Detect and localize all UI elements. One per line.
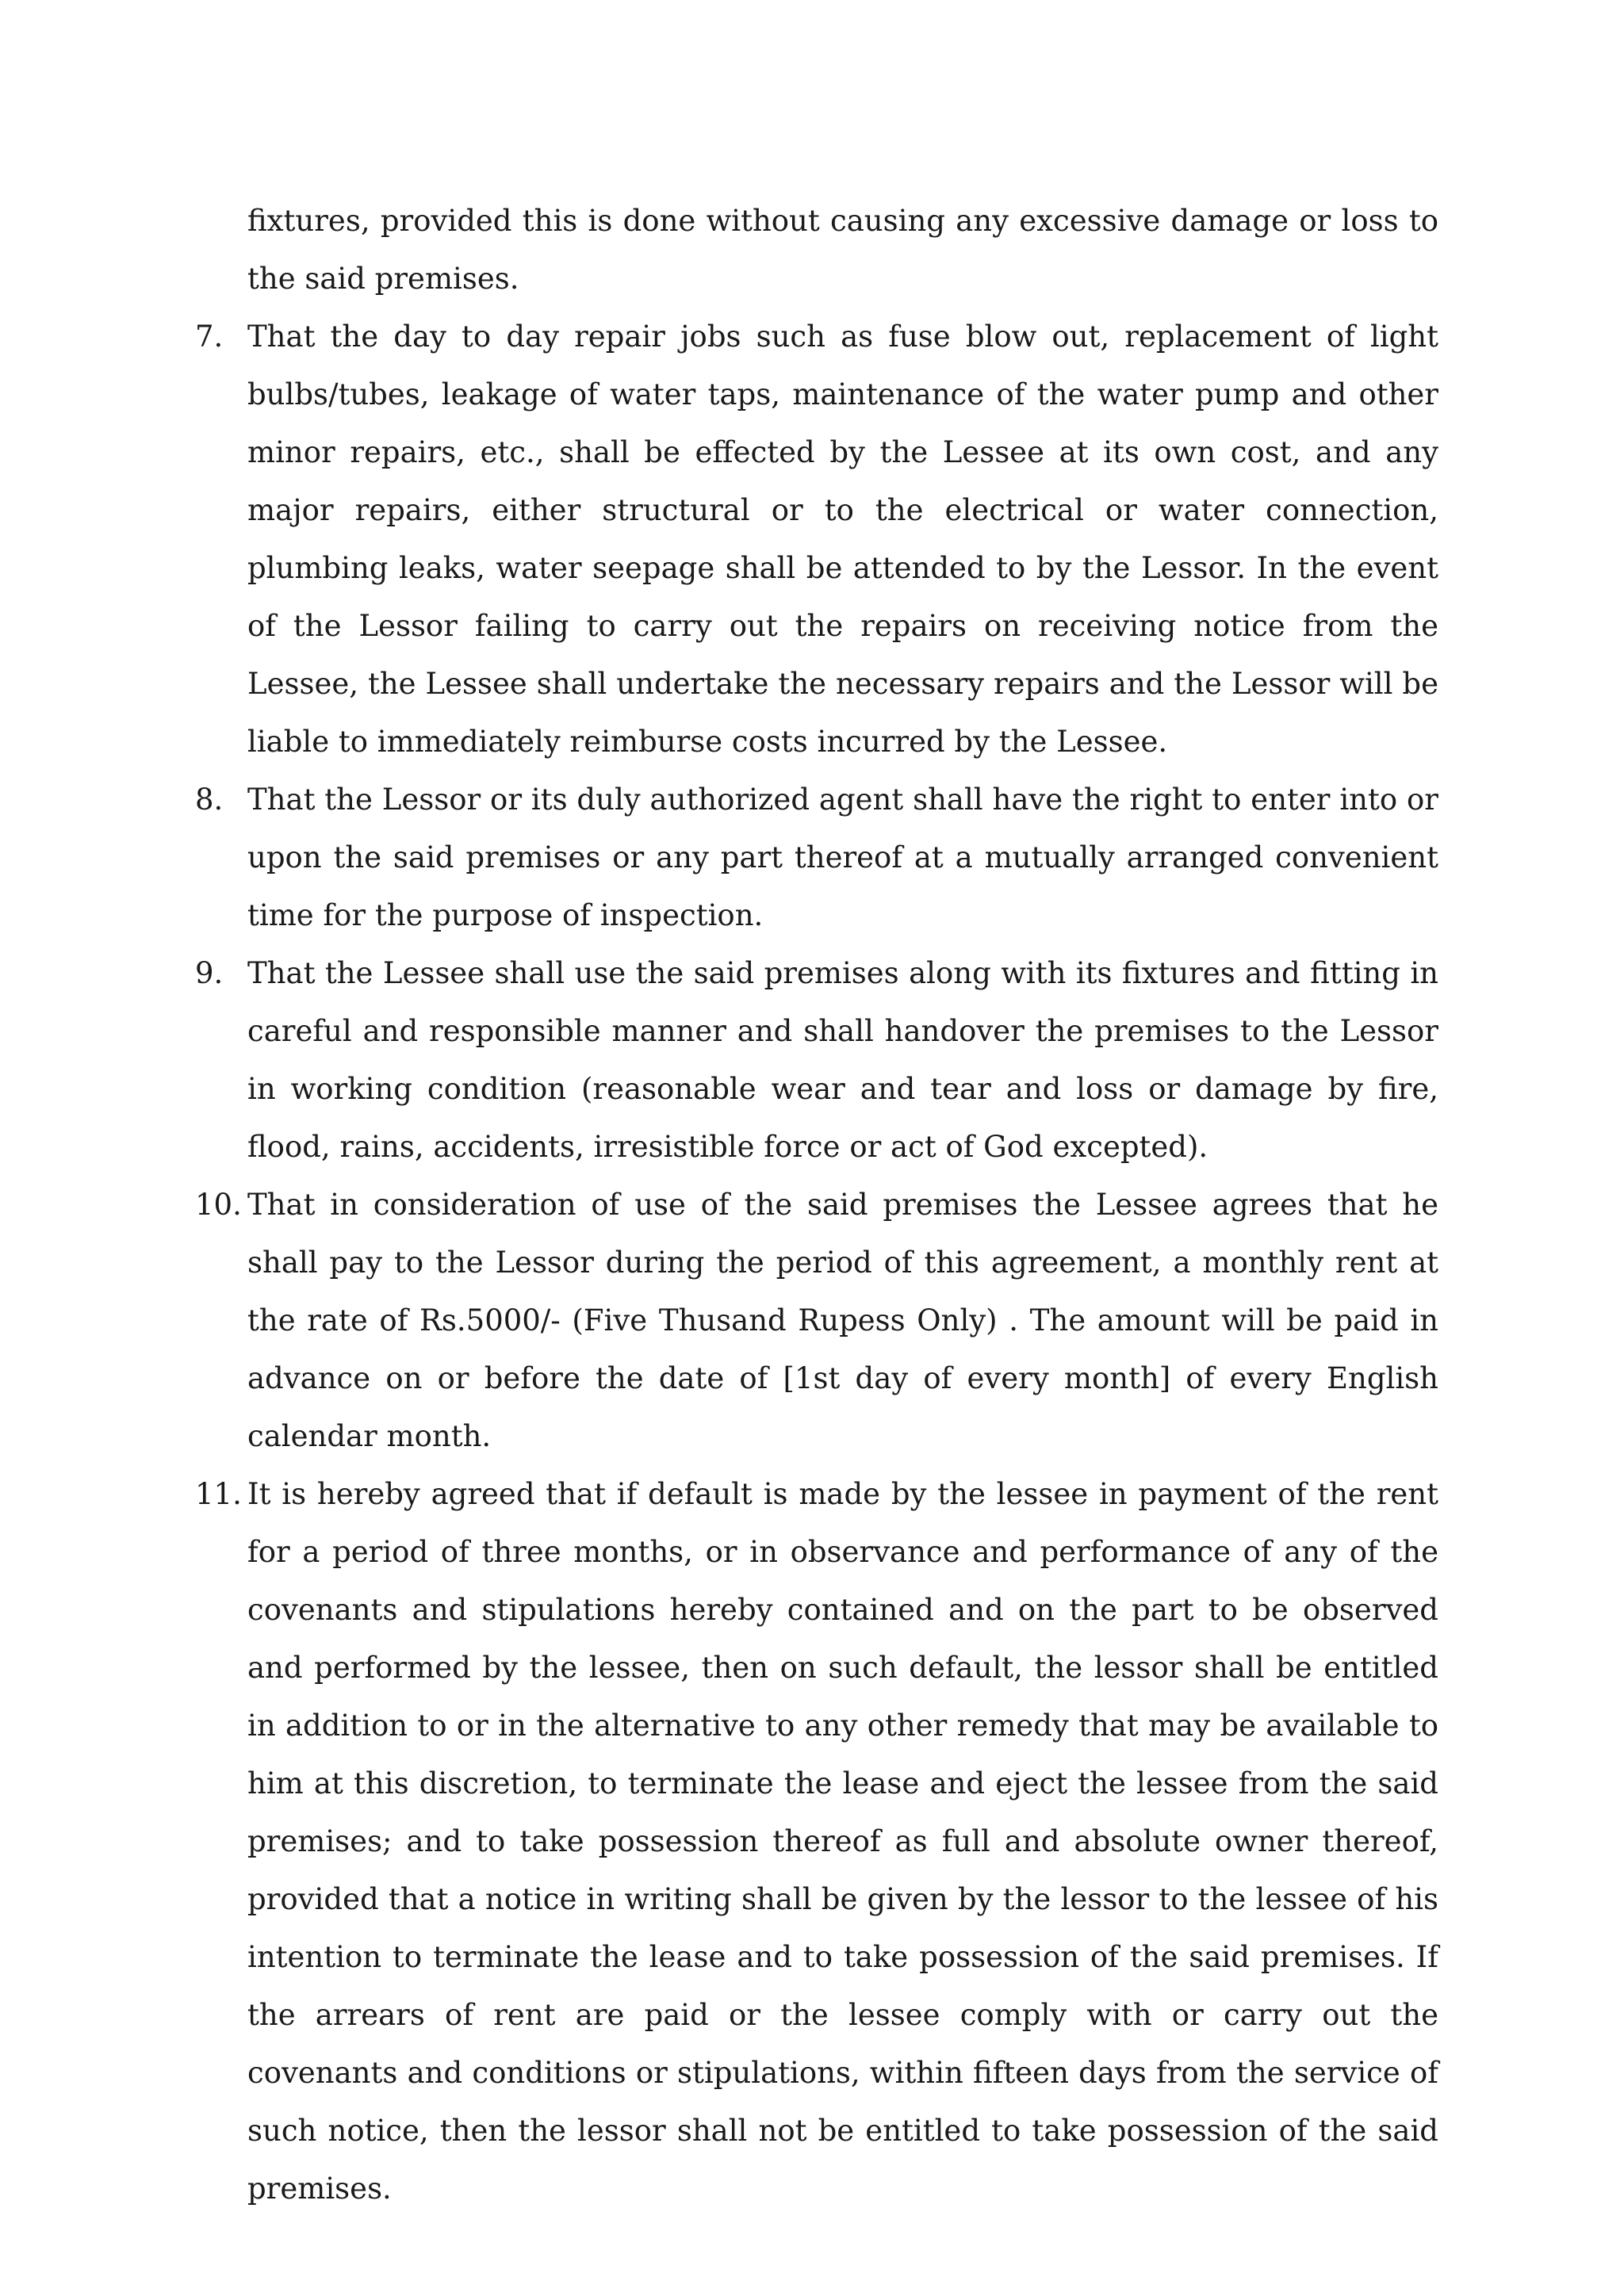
clause-10 (195, 1176, 1438, 1465)
clause-number: 9. (195, 956, 224, 990)
clause-number: 10. (195, 1188, 242, 1222)
clause-text: It is hereby agreed that if default is made by the lessee in payment of the rent for a period of three months, or in observance and performance of any of the covenants and stipulations hereby contained and on the part to be observed and performed by the lessee, then on such default, the lessor shall be entitled in addition to or in the alternative to any other remedy that may be available to him at this discretion, to terminate the lease and eject the lessee from the said premises; and to take possession thereof as full and absolute owner thereof, provided that a notice in writing shall be given by the lessor to the lessee of his intention to terminate the lease and to take possession of the said premises. If the arrears of rent are paid or the lessee comply with or carry out the covenants and conditions or stipulations, within fifteen days from the service of such notice, then the lessor shall not be entitled to take possession of the said premises. (247, 1477, 1438, 2206)
clause-number: 11. (195, 1477, 242, 1511)
clause-text: That the Lessee shall use the said premises along with its fixtures and fitting in careful and responsible manner and shall handover the premises to the Lessor in working condition (reasonable wear and tear and loss or damage by fire, flood, rains, accidents, irresistible force or act of God excepted). (247, 956, 1438, 1164)
clause-11 (195, 1465, 1438, 2218)
clause-7 (195, 308, 1438, 771)
document-body (195, 192, 1438, 2218)
clause-number: 8. (195, 783, 224, 817)
clause-text: That the day to day repair jobs such as fuse blow out, replacement of light bulbs/tubes, leakage of water taps, maintenance of the water pump and other minor repairs, etc., shall be effected by the Lessee at its own cost, and any major repairs, either structural or to the electrical or water connection, plumbing leaks, water seepage shall be attended to by the Lessor. In the event of the Lessor failing to carry out the repairs on receiving notice from the Lessee, the Lessee shall undertake the necessary repairs and the Lessor will be liable to immediately reimburse costs incurred by the Lessee. (247, 320, 1438, 759)
clause-number: 7. (195, 320, 224, 354)
clause-8 (195, 771, 1438, 944)
clause-text: That the Lessor or its duly authorized agent shall have the right to enter into or upon the said premises or any part thereof at a mutually arranged convenient time for the purpose of inspection. (247, 783, 1438, 932)
clause-9 (195, 944, 1438, 1176)
clause-text: That in consideration of use of the said premises the Lessee agrees that he shall pay to the Lessor during the period of this agreement, a monthly rent at the rate of Rs.5000/- (Five Thusand Rupess Only) . The amount will be paid in advance on or before the date of [1st day of every month] of every English calendar month. (247, 1188, 1438, 1453)
continuation-paragraph: fixtures, provided this is done without causing any excessive damage or loss to the said premises. (247, 204, 1438, 296)
